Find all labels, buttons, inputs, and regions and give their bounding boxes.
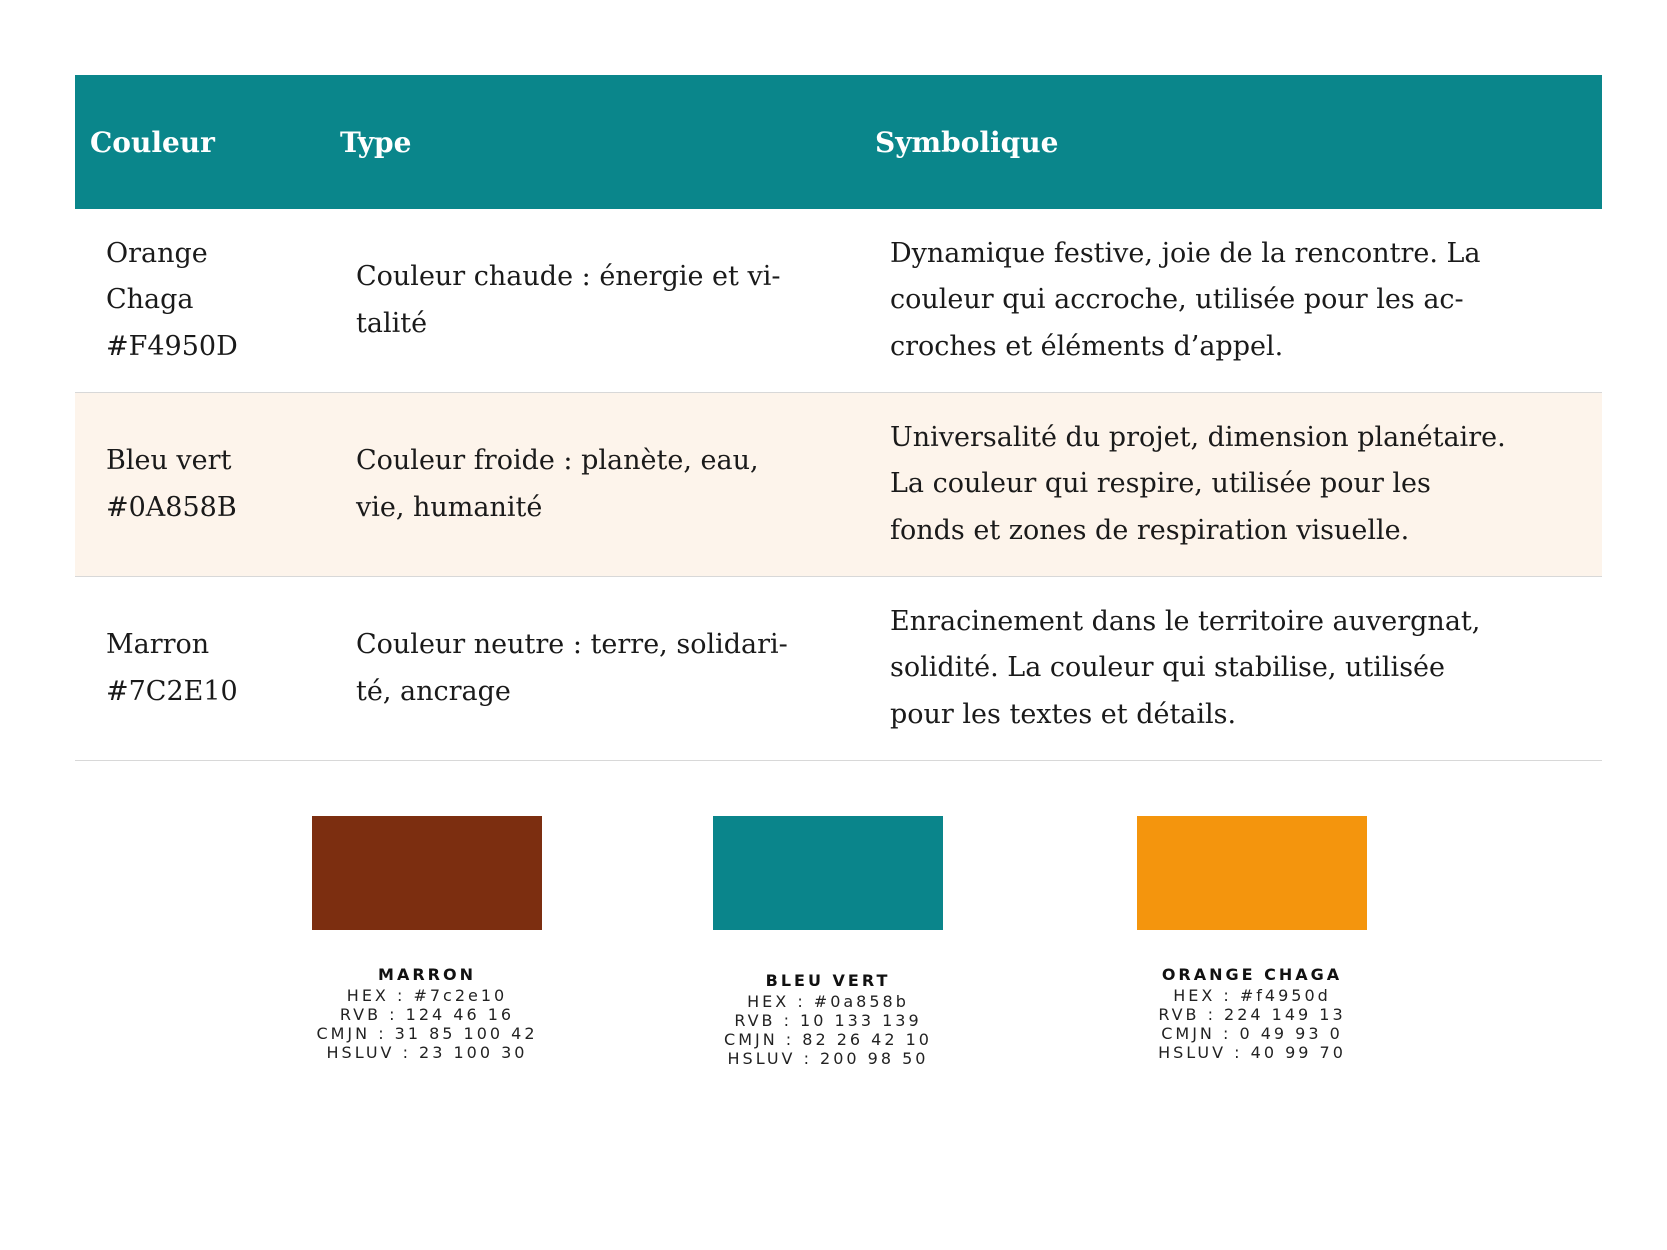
swatch-color-box: [1137, 816, 1367, 930]
couleur-line: Orange: [106, 237, 208, 269]
couleur-line: #0A858B: [106, 491, 237, 523]
table-row-marron: [75, 577, 1602, 761]
type-line: té, ancrage: [356, 675, 511, 707]
table-row-bleu-vert: [75, 393, 1602, 577]
swatch-color-box: [312, 816, 542, 930]
type-line: Couleur chaude : énergie et vi-: [356, 261, 781, 292]
couleur-line: #F4950D: [106, 330, 238, 362]
swatch-orange-chaga: [1137, 816, 1367, 1062]
swatch-hex: HEX : #7c2e10: [346, 986, 508, 1005]
type-line: Couleur froide : planète, eau,: [356, 445, 759, 476]
couleur-line: Bleu vert: [106, 445, 232, 476]
swatch-name: BLEU VERT: [765, 971, 891, 990]
couleur-line: Marron: [106, 629, 210, 660]
swatch-rvb: RVB : 124 46 16: [339, 1005, 515, 1024]
cell-symbolique: [890, 577, 1590, 760]
swatch-cmjn: CMJN : 82 26 42 10: [724, 1030, 932, 1049]
cell-symbolique: [890, 209, 1590, 392]
cell-couleur: [106, 393, 326, 576]
type-line: vie, humanité: [356, 491, 543, 523]
type-line: Couleur neutre : terre, solidari-: [356, 629, 788, 660]
symbolique-line: La couleur qui respire, utilisée pour les: [890, 468, 1431, 500]
color-table: [75, 75, 1602, 761]
swatch-hex: HEX : #0a858b: [747, 992, 909, 1011]
header-symbolique: Symbolique: [875, 125, 1059, 159]
symbolique-line: pour les textes et détails.: [890, 698, 1237, 730]
swatch-bleu-vert: [713, 816, 943, 1068]
swatch-marron: [312, 816, 542, 1062]
swatch-rvb: RVB : 224 149 13: [1158, 1005, 1346, 1024]
header-couleur: Couleur: [90, 125, 215, 159]
cell-type: [356, 577, 836, 760]
swatch-cmjn: CMJN : 31 85 100 42: [316, 1024, 538, 1043]
couleur-line: Chaga: [106, 284, 194, 316]
swatch-rvb: RVB : 10 133 139: [734, 1011, 922, 1030]
swatch-color-box: [713, 816, 943, 930]
cell-type: [356, 393, 836, 576]
symbolique-line: fonds et zones de respiration visuelle.: [890, 514, 1410, 546]
table-header: [75, 75, 1602, 209]
symbolique-line: solidité. La couleur qui stabilise, utilisée: [890, 652, 1446, 684]
swatch-cmjn: CMJN : 0 49 93 0: [1161, 1024, 1343, 1043]
swatch-hex: HEX : #f4950d: [1173, 986, 1331, 1005]
couleur-line: #7C2E10: [106, 675, 238, 707]
swatch-hsluv: HSLUV : 200 98 50: [727, 1049, 929, 1068]
symbolique-line: Universalité du projet, dimension planétaire.: [890, 421, 1506, 453]
swatch-hsluv: HSLUV : 40 99 70: [1158, 1043, 1346, 1062]
cell-type: [356, 209, 836, 392]
symbolique-line: croches et éléments d’appel.: [890, 330, 1284, 362]
swatch-name: ORANGE CHAGA: [1161, 965, 1343, 984]
cell-symbolique: [890, 393, 1590, 576]
symbolique-line: couleur qui accroche, utilisée pour les ac-: [890, 284, 1464, 316]
symbolique-line: Enracinement dans le territoire auvergnat,: [890, 605, 1481, 637]
cell-couleur: [106, 577, 326, 760]
type-line: talité: [356, 307, 428, 339]
swatch-name: MARRON: [378, 965, 476, 984]
cell-couleur: [106, 209, 326, 392]
table-row-orange: [75, 209, 1602, 393]
swatch-hsluv: HSLUV : 23 100 30: [326, 1043, 528, 1062]
header-type: Type: [340, 125, 412, 159]
symbolique-line: Dynamique festive, joie de la rencontre. La: [890, 237, 1481, 269]
